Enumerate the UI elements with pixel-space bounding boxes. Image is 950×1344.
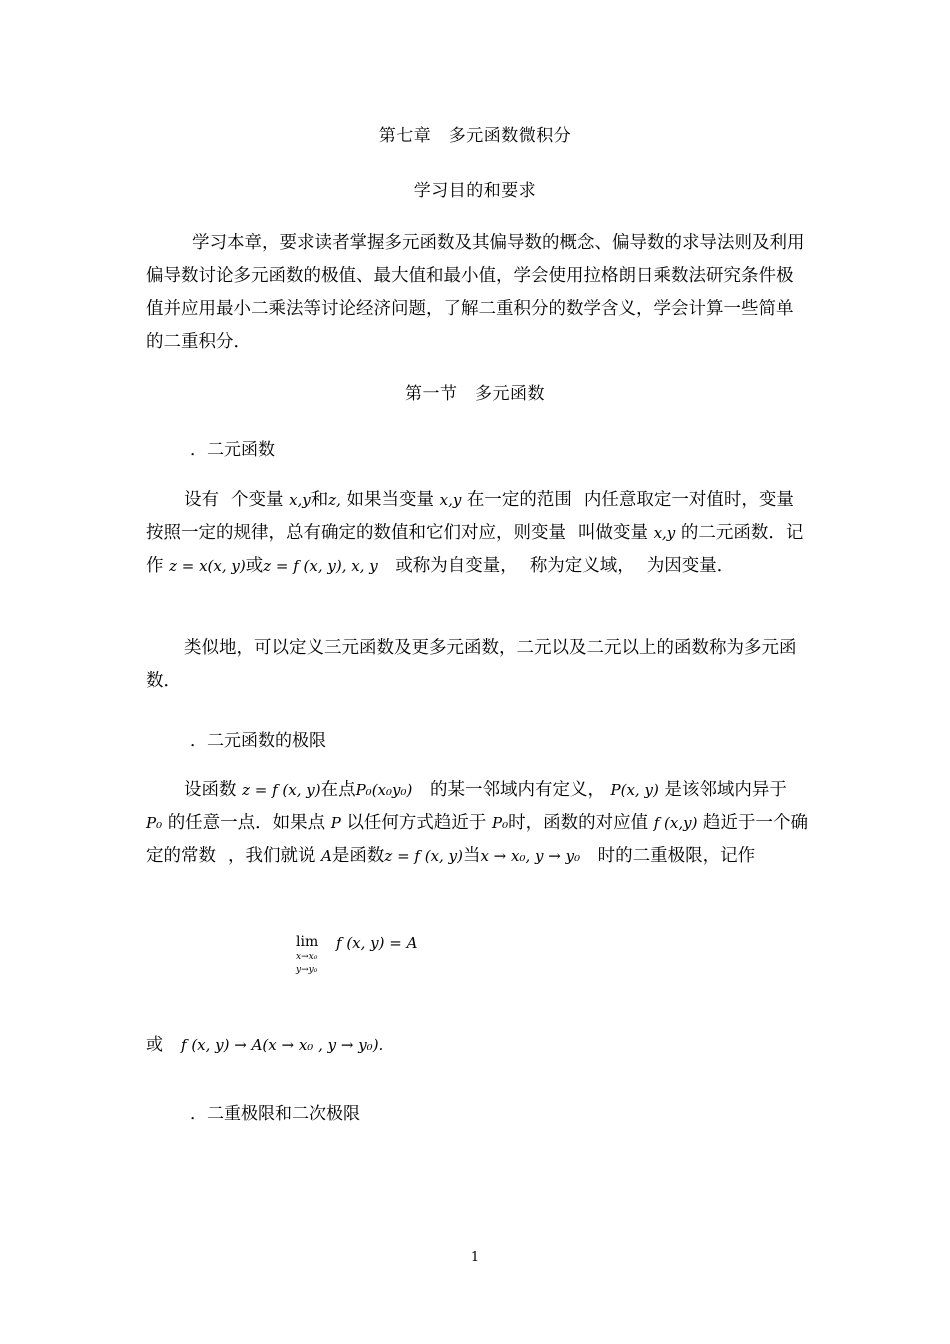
text: 的任意一点．如果点 bbox=[167, 813, 326, 833]
multivariate-text: 类似地，可以定义三元函数及更多元函数，二元以及二元以上的函数称为多元函数． bbox=[146, 638, 797, 691]
objectives-text: 学习本章，要求读者掌握多元函数及其偏导数的概念、偏导数的求导法则及利用偏导数讨论多元函数的极值、最大值和最小值，学会使用拉格朗日乘数法研究条件极值并应用最小二乘法等讨论经济问题，了解二重积分的数学含义，学会计算一些简单的二重积分． bbox=[146, 233, 805, 352]
text: 设有 bbox=[184, 490, 219, 510]
math-fxy: f (x,y) bbox=[653, 814, 698, 832]
lim-operator: lim bbox=[296, 934, 319, 950]
text: 或 bbox=[245, 556, 264, 576]
text: 按照一定的规律，总有确定的数值和它们对应，则变量 bbox=[146, 523, 566, 543]
math-xy: x,y bbox=[653, 524, 676, 542]
text: 时的二重极限，记作 bbox=[597, 846, 756, 866]
text: 时，函数的对应值 bbox=[508, 813, 649, 833]
lim-expression: f (x, y) = A bbox=[336, 934, 418, 952]
text: 和 bbox=[310, 490, 329, 510]
math-function: z = f (x, y) bbox=[242, 781, 321, 799]
subsection-heading-limit: ．二元函数的极限 bbox=[190, 731, 326, 751]
limit-definition bbox=[146, 774, 808, 873]
text: 趋近于一个确定的常数 bbox=[146, 813, 809, 866]
text: 个变量 bbox=[231, 490, 284, 510]
text: 为因变量． bbox=[646, 556, 735, 576]
alternative-notation bbox=[146, 1030, 383, 1055]
text: 在一定的范围 bbox=[466, 490, 572, 510]
section-title: 第一节 多元函数 bbox=[405, 384, 545, 404]
text: 的二元函数．记作 bbox=[146, 523, 804, 576]
math-notation-1: z = x(x, y) bbox=[169, 557, 246, 575]
math-p: P bbox=[330, 814, 341, 832]
or-word: 或 bbox=[146, 1035, 163, 1055]
math-xy: x,y bbox=[439, 491, 462, 509]
math-z: z, bbox=[328, 491, 341, 509]
limit-formula bbox=[296, 932, 496, 982]
text: 称为定义域， bbox=[529, 556, 635, 576]
lim-subscript-x: x→x₀ bbox=[296, 952, 318, 962]
text: 叫做变量 bbox=[578, 523, 648, 543]
math-xy: x,y bbox=[289, 491, 311, 509]
text: 以任何方式趋近于 bbox=[346, 813, 487, 833]
math-notation-2: z = f (x, y), x, y bbox=[263, 557, 378, 575]
text: 或称为自变量， bbox=[395, 556, 518, 576]
lim-subscript-y: y→y₀ bbox=[296, 965, 318, 975]
math-p0: P₀ bbox=[146, 814, 163, 832]
text: 内任意取定一对值时，变量 bbox=[583, 490, 794, 510]
subsection-heading-double-limit: ．二重极限和二次极限 bbox=[190, 1104, 360, 1124]
math-a: A bbox=[321, 847, 332, 865]
math-point-p: P(x, y) bbox=[610, 781, 659, 799]
math-function: z = f (x, y) bbox=[384, 847, 463, 865]
multivariate-paragraph bbox=[146, 632, 808, 698]
math-point-p0: P₀(x₀y₀) bbox=[355, 781, 413, 799]
page-number: 1 bbox=[470, 1250, 480, 1265]
text: 的某一邻域内有定义， bbox=[429, 780, 605, 800]
text: 是函数 bbox=[331, 846, 385, 866]
objectives-title: 学习目的和要求 bbox=[413, 181, 537, 201]
text: ，我们就说 bbox=[228, 846, 316, 866]
text: 在点 bbox=[320, 780, 356, 800]
alternative-expression: f (x, y) → A(x → x₀ , y → y₀). bbox=[181, 1036, 384, 1054]
subsection-heading-binary-function: ．二元函数 bbox=[190, 440, 275, 460]
text: 是该邻域内异于 bbox=[664, 780, 787, 800]
chapter-title: 第七章 多元函数微积分 bbox=[378, 126, 572, 146]
objectives-paragraph bbox=[146, 227, 808, 359]
text: 当 bbox=[462, 846, 481, 866]
text: 如果当变量 bbox=[346, 490, 435, 510]
math-p0: P₀ bbox=[492, 814, 509, 832]
text: 设函数 bbox=[184, 780, 237, 800]
math-approach: x → x₀, y → y₀ bbox=[480, 847, 581, 865]
binary-function-definition bbox=[146, 484, 808, 583]
